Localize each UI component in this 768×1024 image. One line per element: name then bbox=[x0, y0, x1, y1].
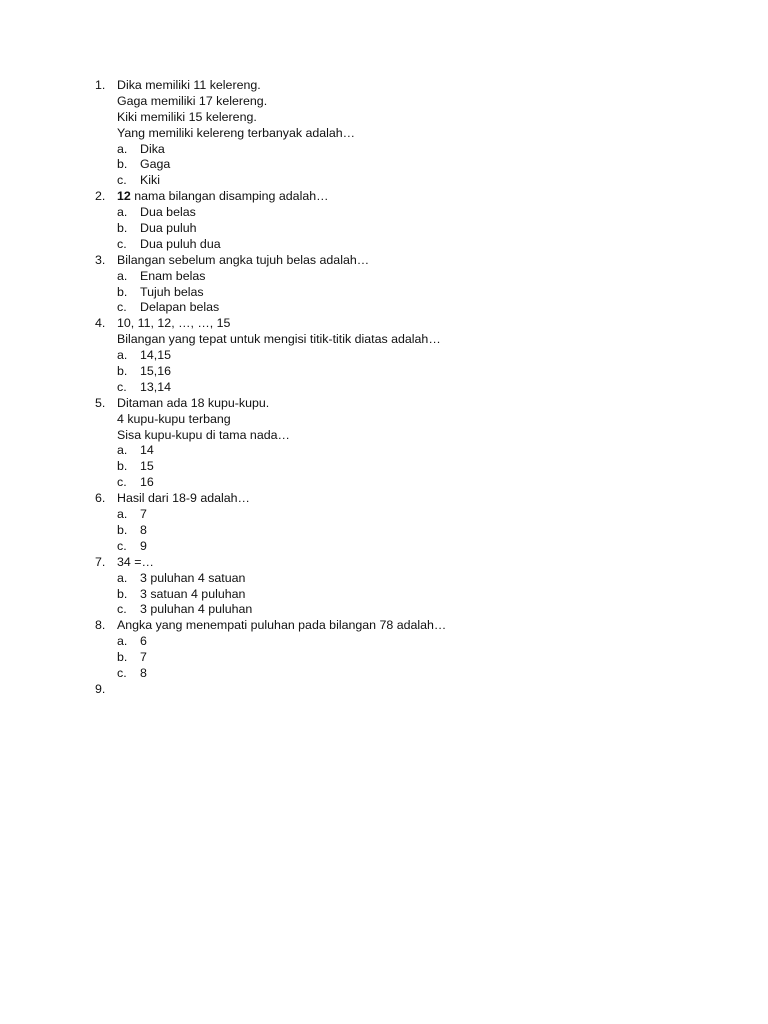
question-number: 9. bbox=[95, 681, 106, 696]
option-text: 14,15 bbox=[140, 348, 172, 363]
question-line bbox=[0, 94, 768, 110]
answer-option bbox=[0, 269, 768, 285]
question-line bbox=[0, 316, 768, 332]
question-line bbox=[0, 78, 768, 94]
answer-option bbox=[0, 285, 768, 301]
option-letter: a. bbox=[117, 634, 128, 649]
option-letter: b. bbox=[117, 221, 128, 236]
option-letter: a. bbox=[117, 443, 128, 458]
question-item bbox=[0, 555, 768, 619]
option-text: Dua puluh bbox=[140, 221, 197, 236]
question-text: Yang memiliki kelereng terbanyak adalah… bbox=[117, 125, 356, 140]
option-letter: c. bbox=[117, 602, 127, 617]
answer-option bbox=[0, 666, 768, 682]
answer-option bbox=[0, 475, 768, 491]
option-letter: c. bbox=[117, 475, 127, 490]
answer-option bbox=[0, 173, 768, 189]
answer-option bbox=[0, 348, 768, 364]
answer-option bbox=[0, 587, 768, 603]
question-text-bold: 12 bbox=[117, 189, 131, 204]
question-number: 6. bbox=[95, 491, 106, 506]
answer-option bbox=[0, 221, 768, 237]
question-item bbox=[0, 316, 768, 395]
question-line bbox=[0, 332, 768, 348]
answer-option bbox=[0, 237, 768, 253]
question-line bbox=[0, 682, 768, 698]
option-letter: b. bbox=[117, 522, 128, 537]
question-number: 8. bbox=[95, 618, 106, 633]
answer-option bbox=[0, 205, 768, 221]
question-item bbox=[0, 682, 768, 698]
option-letter: b. bbox=[117, 650, 128, 665]
option-letter: b. bbox=[117, 157, 128, 172]
question-number: 7. bbox=[95, 554, 106, 569]
option-letter: c. bbox=[117, 300, 127, 315]
question-line bbox=[0, 110, 768, 126]
question-number: 3. bbox=[95, 252, 106, 267]
question-text: 4 kupu-kupu terbang bbox=[117, 411, 231, 426]
answer-option bbox=[0, 157, 768, 173]
question-text: Ditaman ada 18 kupu-kupu. bbox=[117, 395, 270, 410]
question-line bbox=[0, 253, 768, 269]
option-text: 8 bbox=[140, 522, 147, 537]
question-list bbox=[0, 78, 768, 698]
option-text: Kiki bbox=[140, 173, 160, 188]
answer-option bbox=[0, 443, 768, 459]
option-letter: c. bbox=[117, 538, 127, 553]
option-text: 13,14 bbox=[140, 379, 172, 394]
question-text: Gaga memiliki 17 kelereng. bbox=[117, 93, 268, 108]
answer-option bbox=[0, 602, 768, 618]
question-line bbox=[0, 618, 768, 634]
question-line bbox=[0, 396, 768, 412]
question-text: Bilangan yang tepat untuk mengisi titik-titik diatas adalah… bbox=[117, 332, 441, 347]
option-letter: a. bbox=[117, 141, 128, 156]
question-number: 1. bbox=[95, 78, 106, 92]
option-text: Delapan belas bbox=[140, 300, 220, 315]
question-item bbox=[0, 253, 768, 317]
option-letter: a. bbox=[117, 507, 128, 522]
question-line bbox=[0, 555, 768, 571]
option-text: 15 bbox=[140, 459, 154, 474]
answer-option bbox=[0, 459, 768, 475]
question-text: Hasil dari 18-9 adalah… bbox=[117, 491, 250, 506]
question-text: Sisa kupu-kupu di tama nada… bbox=[117, 427, 290, 442]
answer-option bbox=[0, 634, 768, 650]
option-text: Dua belas bbox=[140, 205, 196, 220]
option-text: 9 bbox=[140, 538, 147, 553]
option-text: Dika bbox=[140, 141, 165, 156]
question-number: 5. bbox=[95, 395, 106, 410]
option-text: 8 bbox=[140, 665, 147, 680]
question-number: 4. bbox=[95, 316, 106, 331]
answer-option bbox=[0, 523, 768, 539]
question-line bbox=[0, 491, 768, 507]
option-text: Enam belas bbox=[140, 268, 206, 283]
answer-option bbox=[0, 539, 768, 555]
answer-option bbox=[0, 300, 768, 316]
question-text: Angka yang menempati puluhan pada bilangan 78 adalah… bbox=[117, 618, 447, 633]
option-text: 3 satuan 4 puluhan bbox=[140, 586, 246, 601]
option-letter: c. bbox=[117, 665, 127, 680]
question-text: Dika memiliki 11 kelereng. bbox=[117, 78, 261, 92]
option-letter: b. bbox=[117, 364, 128, 379]
answer-option bbox=[0, 364, 768, 380]
option-letter: a. bbox=[117, 570, 128, 585]
question-text: Bilangan sebelum angka tujuh belas adalah… bbox=[117, 252, 370, 267]
option-text: 7 bbox=[140, 507, 147, 522]
answer-option bbox=[0, 650, 768, 666]
question-text-rest: nama bilangan disamping adalah… bbox=[130, 189, 329, 204]
option-text: 7 bbox=[140, 650, 147, 665]
option-text: Dua puluh dua bbox=[140, 236, 221, 251]
question-item bbox=[0, 618, 768, 682]
question-item bbox=[0, 491, 768, 555]
question-line bbox=[0, 412, 768, 428]
option-text: 14 bbox=[140, 443, 154, 458]
option-letter: c. bbox=[117, 379, 127, 394]
question-text: 34 =… bbox=[117, 554, 154, 569]
question-number: 2. bbox=[95, 189, 106, 204]
answer-option bbox=[0, 380, 768, 396]
option-letter: b. bbox=[117, 284, 128, 299]
option-text: 6 bbox=[140, 634, 147, 649]
question-item bbox=[0, 189, 768, 253]
option-letter: c. bbox=[117, 173, 127, 188]
option-text: Gaga bbox=[140, 157, 171, 172]
option-letter: b. bbox=[117, 459, 128, 474]
question-item bbox=[0, 78, 768, 189]
option-text: 16 bbox=[140, 475, 154, 490]
option-letter: a. bbox=[117, 205, 128, 220]
option-letter: a. bbox=[117, 268, 128, 283]
option-text: Tujuh belas bbox=[140, 284, 204, 299]
question-text bbox=[117, 189, 329, 205]
option-letter: a. bbox=[117, 348, 128, 363]
question-line bbox=[0, 126, 768, 142]
question-text: 10, 11, 12, …, …, 15 bbox=[117, 316, 231, 331]
question-text: Kiki memiliki 15 kelereng. bbox=[117, 109, 257, 124]
option-letter: b. bbox=[117, 586, 128, 601]
question-line bbox=[0, 189, 768, 205]
question-line bbox=[0, 428, 768, 444]
option-text: 3 puluhan 4 satuan bbox=[140, 570, 246, 585]
answer-option bbox=[0, 507, 768, 523]
option-text: 15,16 bbox=[140, 364, 172, 379]
option-text: 3 puluhan 4 puluhan bbox=[140, 602, 253, 617]
answer-option bbox=[0, 571, 768, 587]
question-item bbox=[0, 396, 768, 491]
answer-option bbox=[0, 142, 768, 158]
option-letter: c. bbox=[117, 236, 127, 251]
